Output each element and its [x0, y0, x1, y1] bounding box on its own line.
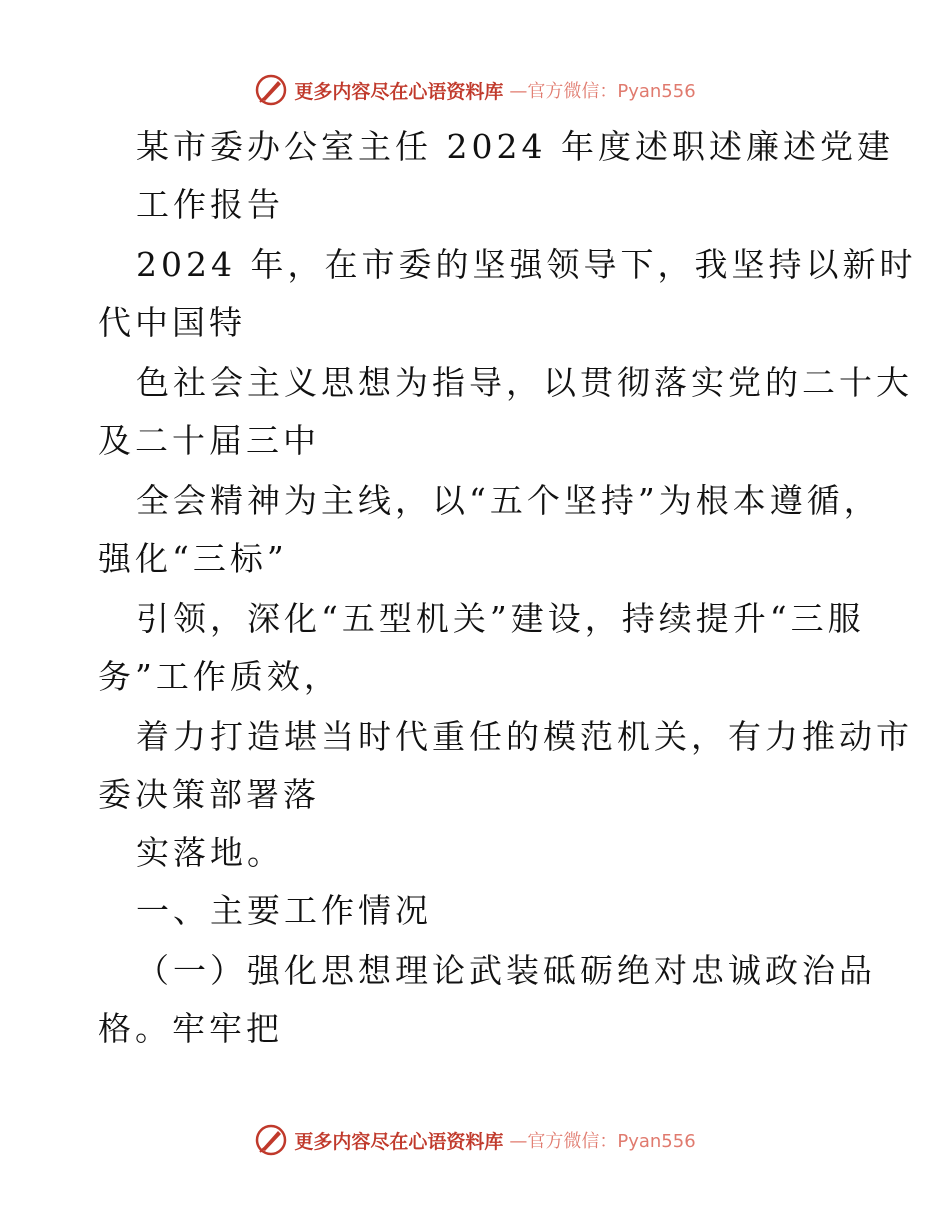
paragraph-1-line-2: 代中国特: [98, 303, 246, 342]
title-line-2: 工作报告: [136, 185, 284, 224]
quill-pen-logo-icon: [254, 1123, 288, 1157]
title-line-1: 某市委办公室主任 2024 年度述职述廉述党建: [136, 127, 894, 166]
watermark-text: 更多内容尽在心语资料库: [294, 80, 504, 103]
paragraph-6: 实落地。: [136, 833, 284, 872]
paragraph-4-line-1: 引领，深化“五型机关”建设，持续提升“三服: [136, 599, 865, 638]
quill-pen-logo-icon: [254, 73, 288, 107]
subsection-1-line-2: 格。牢牢把: [98, 1009, 283, 1048]
header-watermark: [0, 70, 950, 110]
watermark-suffix: —官方微信：Pyan556: [509, 1131, 696, 1152]
paragraph-5-line-2: 委决策部署落: [98, 775, 320, 814]
subsection-1-line-1: （一）强化思想理论武装砥砺绝对忠诚政治品: [136, 951, 876, 990]
paragraph-2-line-2: 及二十届三中: [98, 421, 320, 460]
paragraph-5-line-1: 着力打造堪当时代重任的模范机关，有力推动市: [136, 717, 913, 756]
footer-watermark: [0, 1120, 950, 1160]
paragraph-1-line-1: 2024 年，在市委的坚强领导下，我坚持以新时: [136, 245, 917, 284]
watermark-text: 更多内容尽在心语资料库: [294, 1130, 504, 1153]
paragraph-3-line-2: 强化“三标”: [98, 539, 288, 578]
paragraph-4-line-2: 务”工作质效，: [98, 657, 341, 696]
paragraph-3-line-1: 全会精神为主线，以“五个坚持”为根本遵循，: [136, 481, 881, 520]
section-heading-1: 一、主要工作情况: [136, 891, 432, 930]
watermark-suffix: —官方微信：Pyan556: [509, 81, 696, 102]
paragraph-2-line-1: 色社会主义思想为指导，以贯彻落实党的二十大: [136, 363, 913, 402]
